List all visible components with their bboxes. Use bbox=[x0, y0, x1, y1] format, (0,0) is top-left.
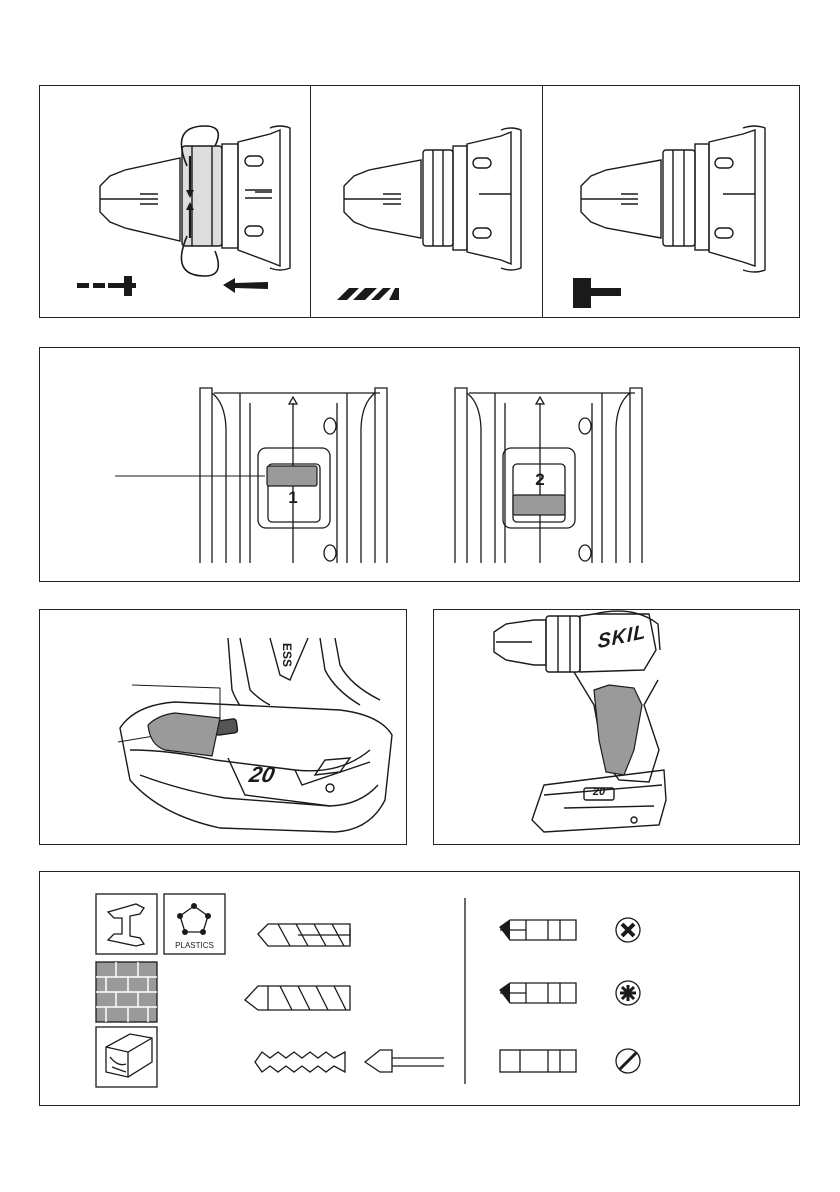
plastics-label: PLASTICS bbox=[175, 941, 214, 950]
gear-slider-position-1 bbox=[267, 466, 317, 486]
gear-slider-position-2 bbox=[513, 495, 565, 515]
clutch-mode-panel bbox=[39, 85, 800, 318]
battery-side-text: ESS bbox=[280, 642, 294, 667]
chuck-view-drilling bbox=[311, 86, 542, 318]
gear-2-label: 2 bbox=[535, 470, 545, 489]
chuck-view-hammer bbox=[543, 86, 801, 318]
gear-selector-panel bbox=[39, 347, 800, 582]
battery-voltage-label: 20 bbox=[247, 762, 277, 787]
battery-drawing bbox=[40, 610, 408, 845]
battery-release-panel bbox=[39, 609, 407, 845]
chuck-view-screwdriving bbox=[40, 86, 310, 318]
drill-battery-label: 20 bbox=[592, 786, 606, 798]
gear-1-label: 1 bbox=[288, 488, 298, 507]
materials-bits-panel bbox=[39, 871, 800, 1106]
drill-overview-panel bbox=[433, 609, 800, 845]
drill-brand-logo: SKIL bbox=[597, 620, 647, 654]
materials-bits-drawings bbox=[40, 872, 801, 1106]
gear-selector-drawings bbox=[40, 348, 801, 582]
